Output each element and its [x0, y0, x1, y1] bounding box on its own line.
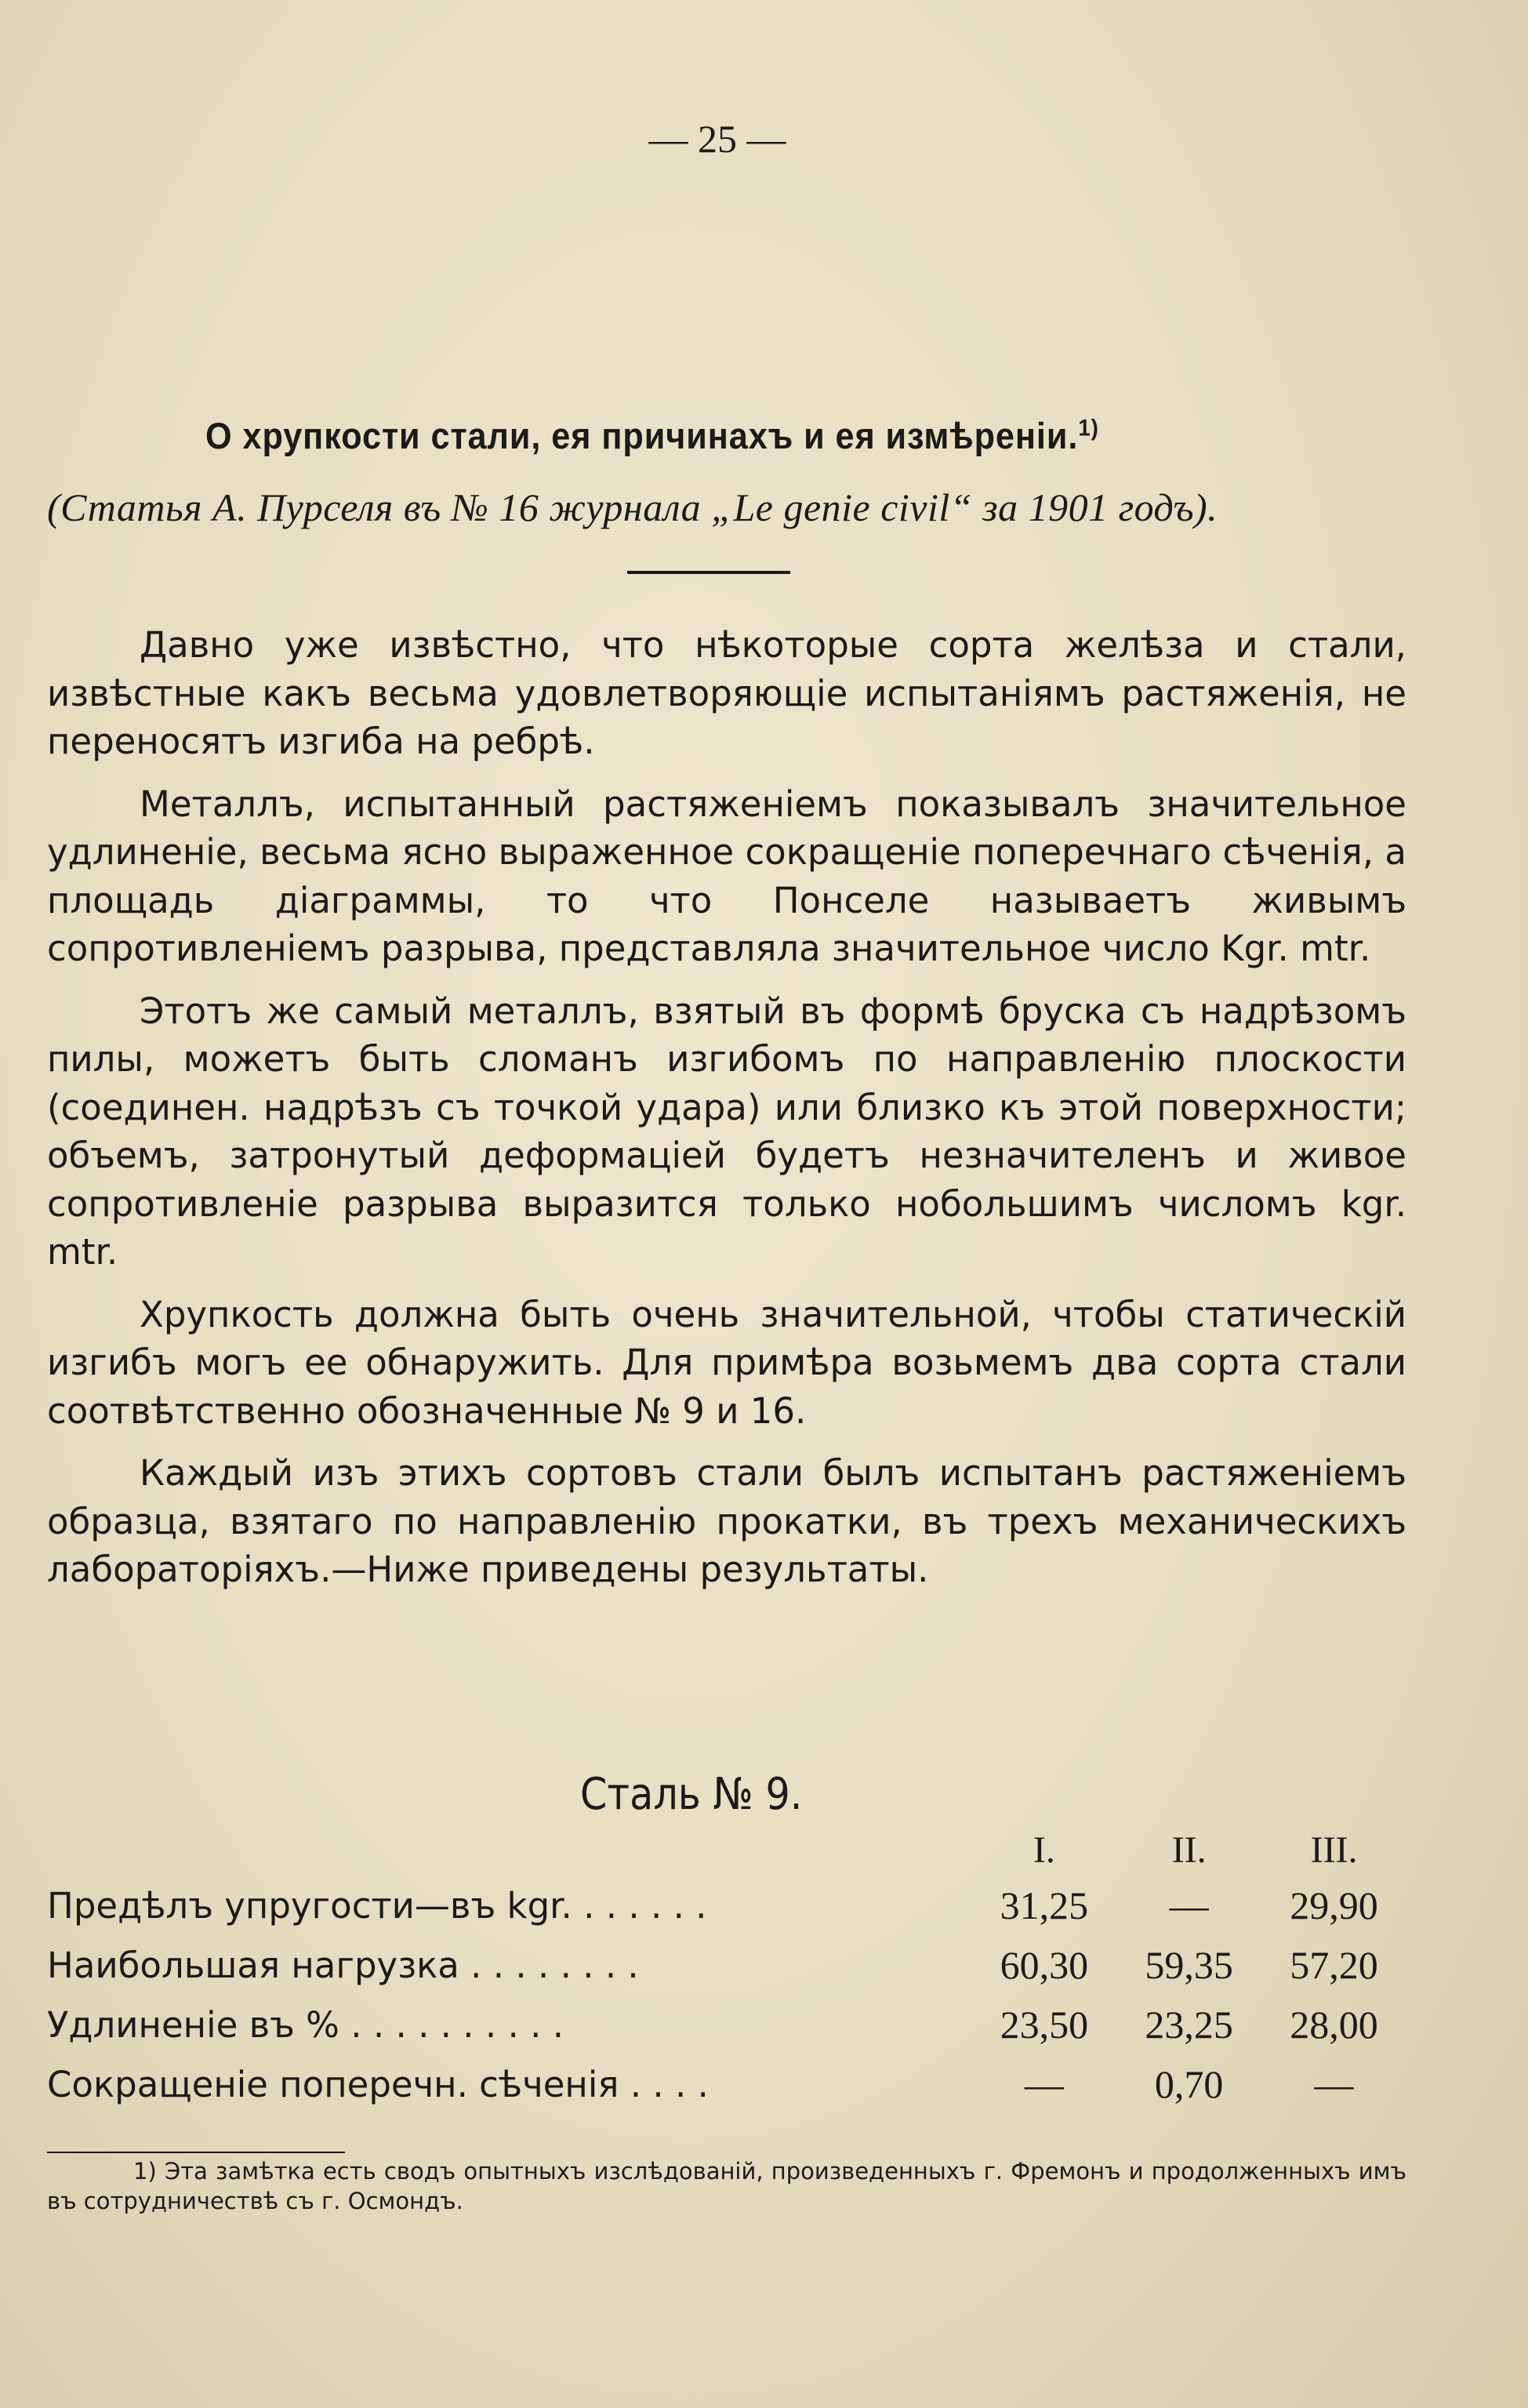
- article-title-text: О хрупкости стали, ея причинахъ и ея измѣреніи.: [205, 415, 1079, 456]
- table-cell: 31,25: [1000, 1883, 1089, 1927]
- article-body: [47, 621, 1406, 1608]
- table-row: [47, 1995, 1406, 2054]
- table-cell: 28,00: [1290, 2003, 1378, 2047]
- table-cell: —: [1169, 1883, 1209, 1927]
- footnote-divider: [47, 2152, 345, 2153]
- table-cell: 23,25: [1145, 2003, 1233, 2047]
- column-header: I.: [1033, 1829, 1055, 1871]
- article-subtitle: (Статья А. Пурселя въ № 16 журнала „Le genie civil“ за 1901 годъ).: [47, 485, 1218, 529]
- row-label: Предѣлъ упругости—въ kgr. . . . . . .: [47, 1884, 707, 1927]
- paragraph: Хрупкость должна быть очень значительной, чтобы статическій изгибъ могъ ее обнаружить. Для примѣра возьмемъ два сорта стали соотвѣтственно обозначенные № 9 и 16.: [47, 1293, 1406, 1432]
- table-row: [47, 1876, 1406, 1935]
- table-row: [47, 1935, 1406, 1995]
- paragraph: Этотъ же самый металлъ, взятый въ формѣ бруска съ надрѣзомъ пилы, можетъ быть сломанъ изгибомъ по направленію плоскости (соединен. надрѣзъ съ точкой удара) или близко къ этой поверхности; объемъ, затронутый деформаціей будетъ незначителенъ и живое сопротивленіе разрыва выразится только нобольшимъ числомъ kgr. mtr.: [47, 990, 1406, 1273]
- page-number: — 25 —: [648, 117, 786, 161]
- paragraph: Металлъ, испытанный растяженіемъ показывалъ значительное удлиненіе, весьма ясно выраженное сокращеніе поперечнаго сѣченія, а площадь діаграммы, то что Понселе называетъ живымъ сопротивленіемъ разрыва, представляла значительное число Kgr. mtr.: [47, 783, 1406, 969]
- row-label: Удлиненіе въ % . . . . . . . . . .: [47, 2003, 564, 2046]
- table-cell: 23,50: [1000, 2003, 1089, 2047]
- steel-test-table: [47, 1824, 1406, 2114]
- table-cell: 29,90: [1290, 1883, 1378, 1927]
- paragraph: Каждый изъ этихъ сортовъ стали былъ испытанъ растяженіемъ образца, взятаго по направленію прокатки, въ трехъ механическихъ лабораторіяхъ.—Ниже приведены результаты.: [47, 1452, 1406, 1590]
- table-row: [47, 2054, 1406, 2114]
- footnote: 1) Эта замѣтка есть сводъ опытныхъ изслѣдованій, произведенныхъ г. Фремонъ и продолженныхъ имъ въ сотрудничествѣ съ г. Осмондъ.: [47, 2158, 1406, 2214]
- table-cell: —: [1024, 2062, 1064, 2106]
- row-label: Наибольшая нагрузка . . . . . . . .: [47, 1944, 639, 1986]
- table-cell: 60,30: [1000, 1943, 1089, 1987]
- steel-section-heading: Сталь № 9.: [580, 1769, 803, 1820]
- column-header: III.: [1310, 1829, 1358, 1871]
- table-cell: 57,20: [1290, 1943, 1378, 1987]
- row-label: Сокращеніе поперечн. сѣченія . . . .: [47, 2063, 709, 2105]
- table-cell: 0,70: [1154, 2062, 1224, 2106]
- table-header-row: [47, 1824, 1406, 1876]
- table-cell: —: [1314, 2062, 1354, 2106]
- title-divider: [627, 571, 790, 574]
- paragraph: Давно уже извѣстно, что нѣкоторые сорта желѣза и стали, извѣстные какъ весьма удовлетворяющіе испытаніямъ растяженія, не переносятъ изгиба на ребрѣ.: [47, 624, 1406, 762]
- title-footnote-mark: 1): [1078, 415, 1099, 441]
- article-title: [205, 414, 1099, 457]
- column-header: II.: [1171, 1829, 1207, 1871]
- table-cell: 59,35: [1145, 1943, 1233, 1987]
- column-header-label: [47, 1824, 971, 1876]
